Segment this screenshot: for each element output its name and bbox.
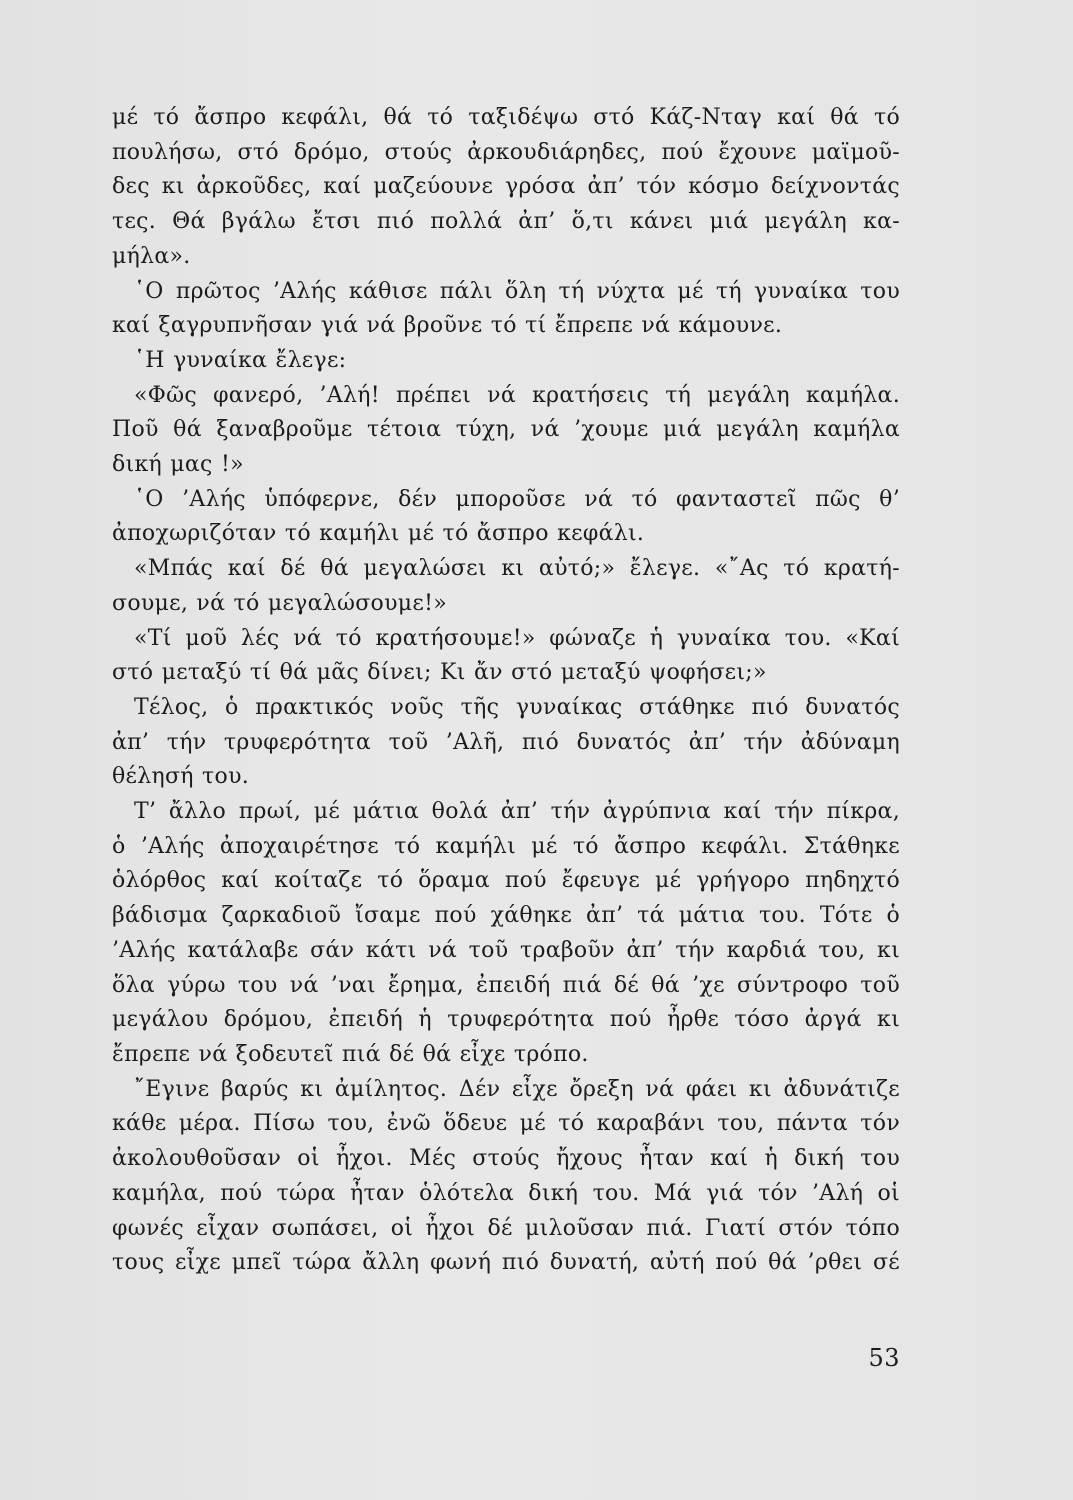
text-line: ὁλόρθος καί κοίταζε τό ὅραμα πού ἔφευγε μέ γρήγορο πηδηχτό: [112, 868, 900, 894]
text-line: μεγάλου δρόμου, ἐπειδή ἡ τρυφερότητα πού ἦρθε τόσο ἀργά κι: [112, 1007, 900, 1033]
text-line: Ποῦ θά ξαναβροῦμε τέτοια τύχη, νά ’χουμε μιά μεγάλη καμήλα: [112, 417, 900, 443]
text-line: βάδισμα ζαρκαδιοῦ ἴσαμε πού χάθηκε ἀπ’ τά μάτια του. Τότε ὁ: [112, 903, 900, 929]
text-line: «Φῶς φανερό, ’Αλή! πρέπει νά κρατήσεις τή μεγάλη καμήλα.: [134, 382, 900, 408]
text-line: ἀπ’ τήν τρυφερότητα τοῦ ’Αλῆ, πιό δυνατός ἀπ’ τήν ἀδύναμη: [112, 729, 900, 755]
text-line: Τ’ ἄλλο πρωί, μέ μάτια θολά ἀπ’ τήν ἀγρύπνια καί τήν πίκρα,: [134, 799, 900, 825]
text-line: καί ξαγρυπνῆσαν γιά νά βροῦνε τό τί ἔπρεπε νά κάμουνε.: [112, 313, 783, 339]
text-line: φωνές εἶχαν σωπάσει, οἱ ἦχοι δέ μιλοῦσαν πιά. Γιατί στόν τόπο: [112, 1215, 900, 1241]
text-line: δική μας !»: [112, 452, 244, 478]
text-line: ἔπρεπε νά ξοδευτεῖ πιά δέ θά εἶχε τρόπο.: [112, 1041, 589, 1067]
text-line: στό μεταξύ τί θά μᾶς δίνει; Κι ἄν στό μεταξύ ψοφήσει;»: [112, 660, 767, 686]
text-line: θέλησή του.: [112, 764, 250, 790]
text-line: Τέλος, ὁ πρακτικός νοῦς τῆς γυναίκας στάθηκε πιό δυνατός: [134, 694, 900, 720]
text-line: τους εἶχε μπεῖ τώρα ἄλλη φωνή πιό δυνατή, αὐτή πού θά ’ρθει σέ: [112, 1250, 900, 1276]
text-line: ῾Ο ’Αλής ὑπόφερνε, δέν μποροῦσε νά τό φανταστεῖ πῶς θ’: [134, 486, 900, 512]
text-line: ὁ ’Αλής ἀποχαιρέτησε τό καμήλι μέ τό ἄσπρο κεφάλι. Στάθηκε: [112, 833, 900, 859]
text-line: ῾Η γυναίκα ἔλεγε:: [134, 347, 347, 373]
text-line: «Τί μοῦ λές νά τό κρατήσουμε!» φώναζε ἡ γυναίκα του. «Καί: [134, 625, 900, 651]
text-line: ἀκολουθοῦσαν οἱ ἦχοι. Μές στούς ἤχους ἦταν καί ἡ δική του: [112, 1146, 900, 1172]
text-line: δες κι ἀρκοῦδες, καί μαζεύουνε γρόσα ἀπ’ τόν κόσμο δείχνοντάς: [112, 174, 900, 200]
text-line: ῾Ο πρῶτος ’Αλής κάθισε πάλι ὅλη τή νύχτα μέ τή γυναίκα του: [134, 278, 900, 304]
text-line: κάθε μέρα. Πίσω του, ἐνῶ ὅδευε μέ τό καραβάνι του, πάντα τόν: [112, 1111, 900, 1137]
text-line: ῎Εγινε βαρύς κι ἀμίλητος. Δέν εἶχε ὄρεξη νά φάει κι ἀδυνάτιζε: [134, 1076, 900, 1102]
text-line: σουμε, νά τό μεγαλώσουμε!»: [112, 590, 447, 616]
page-number: 53: [868, 1344, 900, 1372]
text-line: ἀποχωριζόταν τό καμήλι μέ τό ἄσπρο κεφάλι.: [112, 521, 645, 547]
text-line: ’Αλής κατάλαβε σάν κάτι νά τοῦ τραβοῦν ἀπ’ τήν καρδιά του, κι: [112, 937, 900, 963]
text-line: μέ τό ἄσπρο κεφάλι, θά τό ταξιδέψω στό Κάζ-Νταγ καί θά τό: [112, 105, 900, 130]
text-line: μήλα».: [112, 243, 191, 269]
text-line: ὅλα γύρω του νά ’ναι ἔρημα, ἐπειδή πιά δέ θά ’χε σύντροφο τοῦ: [112, 972, 900, 998]
text-line: πουλήσω, στό δρόμο, στούς ἀρκουδιάρηδες, πού ἔχουνε μαϊμοῦ-: [112, 139, 900, 165]
text-line: «Μπάς καί δέ θά μεγαλώσει κι αὐτό;» ἔλεγε. «῎Ας τό κρατή-: [134, 556, 900, 582]
page-text: [112, 101, 900, 1281]
text-line: τες. Θά βγάλω ἔτσι πιό πολλά ἀπ’ ὅ,τι κάνει μιά μεγάλη κα-: [112, 209, 900, 235]
text-line: καμήλα, πού τώρα ἦταν ὁλότελα δική του. Μά γιά τόν ’Αλή οἱ: [112, 1180, 900, 1206]
